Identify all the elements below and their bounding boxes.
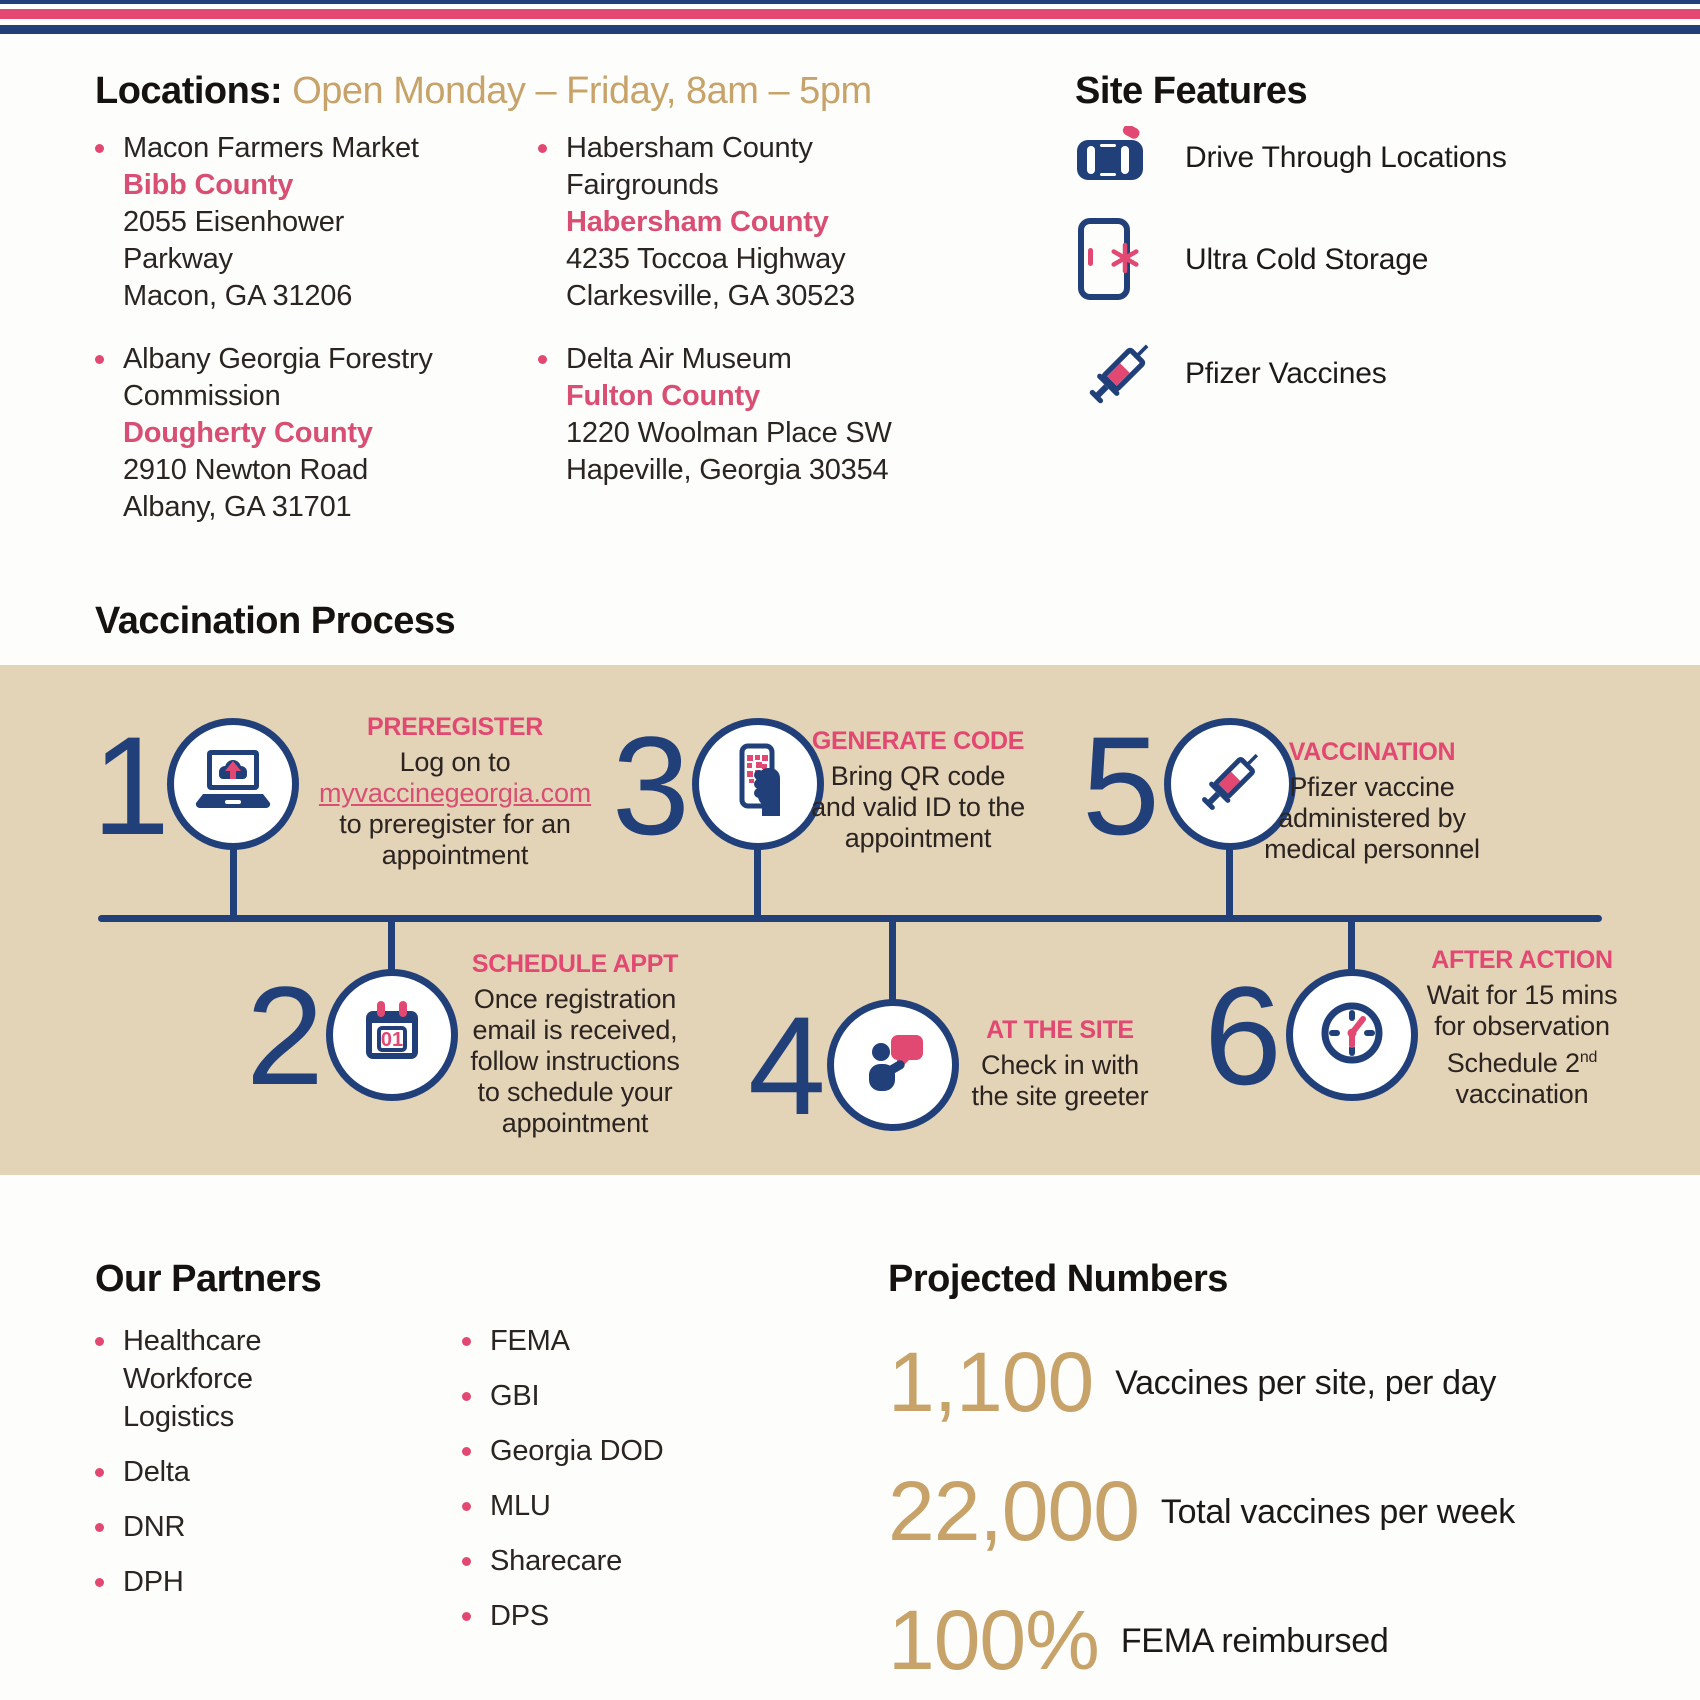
locations-hours: Open Monday – Friday, 8am – 5pm [292, 70, 872, 112]
step-number: 6 [1204, 957, 1278, 1114]
location-city: Macon, GA 31206 [123, 280, 353, 312]
timeline-connector [388, 918, 395, 973]
step-line: Bring QR code [830, 761, 1006, 791]
partner-name: Delta [123, 1456, 190, 1488]
location-county: Habersham County [566, 206, 829, 238]
stat-row [888, 1592, 1628, 1687]
calendar-icon [350, 991, 434, 1080]
location-address: 2910 Newton Road [123, 454, 369, 486]
bullet-icon [95, 1337, 104, 1346]
partner-name: Georgia DOD [490, 1435, 664, 1467]
step-line: administered by [1278, 803, 1466, 833]
location-county: Fulton County [566, 380, 760, 412]
car-icon [1075, 126, 1185, 190]
bullet-icon [462, 1392, 471, 1401]
step-number: 1 [92, 707, 166, 864]
step-text-preregister [305, 713, 605, 871]
feature-label: Pfizer Vaccines [1185, 357, 1387, 390]
step-line: the site greeter [971, 1081, 1149, 1111]
partner-item [462, 1487, 829, 1525]
location-name: Macon Farmers Market [123, 132, 419, 164]
location-item [95, 130, 455, 315]
step-heading: SCHEDULE APPT [471, 950, 679, 978]
location-name: Habersham County Fairgrounds [566, 132, 813, 201]
partner-item [95, 1453, 462, 1491]
stat-label: FEMA reimbursed [1120, 1622, 1389, 1660]
stat-row [888, 1463, 1628, 1558]
stat-value: 1,100 [888, 1334, 1094, 1429]
partner-name: MLU [490, 1490, 551, 1522]
syringe-icon [1075, 330, 1185, 418]
timeline-connector [754, 848, 761, 918]
bullet-icon [95, 1523, 104, 1532]
feature-cold-storage [1075, 216, 1635, 304]
feature-drive-through [1075, 126, 1635, 190]
partner-item [462, 1377, 829, 1415]
location-name: Albany Georgia Forestry Commission [123, 343, 433, 412]
locations-column-2 [538, 130, 898, 552]
step-line: appointment [381, 840, 529, 870]
ordinal-suffix: nd [1579, 1049, 1598, 1066]
bullet-icon [95, 355, 104, 364]
location-city: Hapeville, Georgia 30354 [566, 454, 889, 486]
partners-column-1 [95, 1322, 462, 1652]
step-line: Check in with [981, 1050, 1139, 1080]
bottom-stripe-navy [0, 25, 1700, 34]
step-text-at-the-site [910, 1016, 1210, 1112]
step-line: and valid ID to the [811, 792, 1025, 822]
locations-title: Locations: [95, 70, 283, 112]
step-line: to preregister for an [339, 809, 571, 839]
step-line: appointment [501, 1108, 649, 1138]
partner-name: FEMA [490, 1325, 570, 1357]
stat-label: Total vaccines per week [1160, 1493, 1515, 1531]
projected-numbers-section [888, 1258, 1628, 1687]
stat-row [888, 1334, 1628, 1429]
step-line: vaccination [1455, 1079, 1589, 1109]
location-address: 4235 Toccoa Highway [566, 243, 846, 275]
bullet-icon [462, 1447, 471, 1456]
partners-section [95, 1258, 855, 1652]
partners-column-2 [462, 1322, 829, 1652]
partner-name: Healthcare Workforce Logistics [123, 1325, 262, 1433]
site-features-section [1075, 70, 1635, 444]
partner-name: DPH [123, 1566, 184, 1598]
feature-label: Drive Through Locations [1185, 141, 1507, 174]
step-heading: GENERATE CODE [811, 727, 1025, 755]
step-text-schedule [425, 950, 725, 1139]
location-city: Clarkesville, GA 30523 [566, 280, 855, 312]
step-line: to schedule your [477, 1077, 673, 1107]
step-text-after-action [1372, 946, 1672, 1110]
laptop-upload-icon [191, 740, 275, 829]
bullet-icon [462, 1337, 471, 1346]
bullet-icon [95, 1468, 104, 1477]
bullet-icon [538, 144, 547, 153]
step-number: 4 [748, 987, 822, 1144]
process-heading: Vaccination Process [95, 600, 456, 642]
top-stripe-pink [0, 9, 1700, 19]
step-line: Pfizer vaccine [1289, 772, 1455, 802]
location-address: 2055 Eisenhower Parkway [123, 206, 345, 275]
step-line: medical personnel [1264, 834, 1480, 864]
step-line: email is received, [472, 1015, 678, 1045]
location-item [538, 341, 898, 489]
location-city: Albany, GA 31701 [123, 491, 352, 523]
partner-item [462, 1542, 829, 1580]
preregister-link[interactable]: myvaccinegeorgia.com [318, 778, 592, 808]
site-features-heading: Site Features [1075, 70, 1308, 112]
timeline-connector [1348, 918, 1355, 973]
location-item [95, 341, 455, 526]
projected-heading: Projected Numbers [888, 1258, 1228, 1300]
locations-heading [95, 70, 1055, 112]
partner-item [95, 1322, 462, 1436]
locations-section [95, 70, 1055, 552]
step-line: follow instructions [470, 1046, 680, 1076]
feature-pfizer [1075, 330, 1635, 418]
step-circle [167, 718, 299, 850]
location-name: Delta Air Museum [566, 343, 792, 375]
timeline-connector [889, 918, 896, 1003]
partner-name: Sharecare [490, 1545, 622, 1577]
bullet-icon [95, 144, 104, 153]
step-line: for observation [1434, 1011, 1610, 1041]
partner-item [95, 1508, 462, 1546]
step-line: Wait for 15 mins [1426, 980, 1618, 1010]
step-number: 2 [246, 957, 320, 1114]
bullet-icon [462, 1557, 471, 1566]
location-county: Dougherty County [123, 417, 373, 449]
step-number: 3 [612, 707, 686, 864]
location-item [538, 130, 898, 315]
partner-name: GBI [490, 1380, 540, 1412]
feature-label: Ultra Cold Storage [1185, 243, 1429, 276]
stat-value: 22,000 [888, 1463, 1139, 1558]
step-heading: VACCINATION [1288, 738, 1456, 766]
step-line: appointment [844, 823, 992, 853]
partner-item [462, 1432, 829, 1470]
step-heading: AT THE SITE [986, 1016, 1134, 1044]
location-address: 1220 Woolman Place SW [566, 417, 892, 449]
top-stripe-navy [0, 0, 1700, 4]
timeline-connector [230, 848, 237, 918]
step-heading: PREREGISTER [367, 713, 543, 741]
step-heading: AFTER ACTION [1431, 946, 1613, 974]
step-line: Log on to [399, 747, 511, 777]
partners-heading: Our Partners [95, 1258, 322, 1300]
stat-label: Vaccines per site, per day [1115, 1364, 1497, 1402]
bullet-icon [462, 1502, 471, 1511]
partner-name: DPS [490, 1600, 550, 1632]
partner-item [462, 1322, 829, 1360]
calendar-date-label: 01 [380, 1028, 404, 1051]
locations-column-1 [95, 130, 455, 552]
bullet-icon [462, 1612, 471, 1621]
timeline-line [98, 915, 1602, 922]
step-text-vaccination [1222, 738, 1522, 865]
partner-item [95, 1563, 462, 1601]
location-county: Bibb County [123, 169, 294, 201]
step-number: 5 [1082, 707, 1156, 864]
freezer-icon [1075, 216, 1185, 304]
step-text-generate-code [768, 727, 1068, 854]
stat-value: 100% [888, 1592, 1099, 1687]
step-line: Schedule 2nd [1446, 1048, 1598, 1078]
bullet-icon [538, 355, 547, 364]
bullet-icon [95, 1578, 104, 1587]
step-line: Once registration [473, 984, 677, 1014]
partner-item [462, 1597, 829, 1635]
partner-name: DNR [123, 1511, 186, 1543]
